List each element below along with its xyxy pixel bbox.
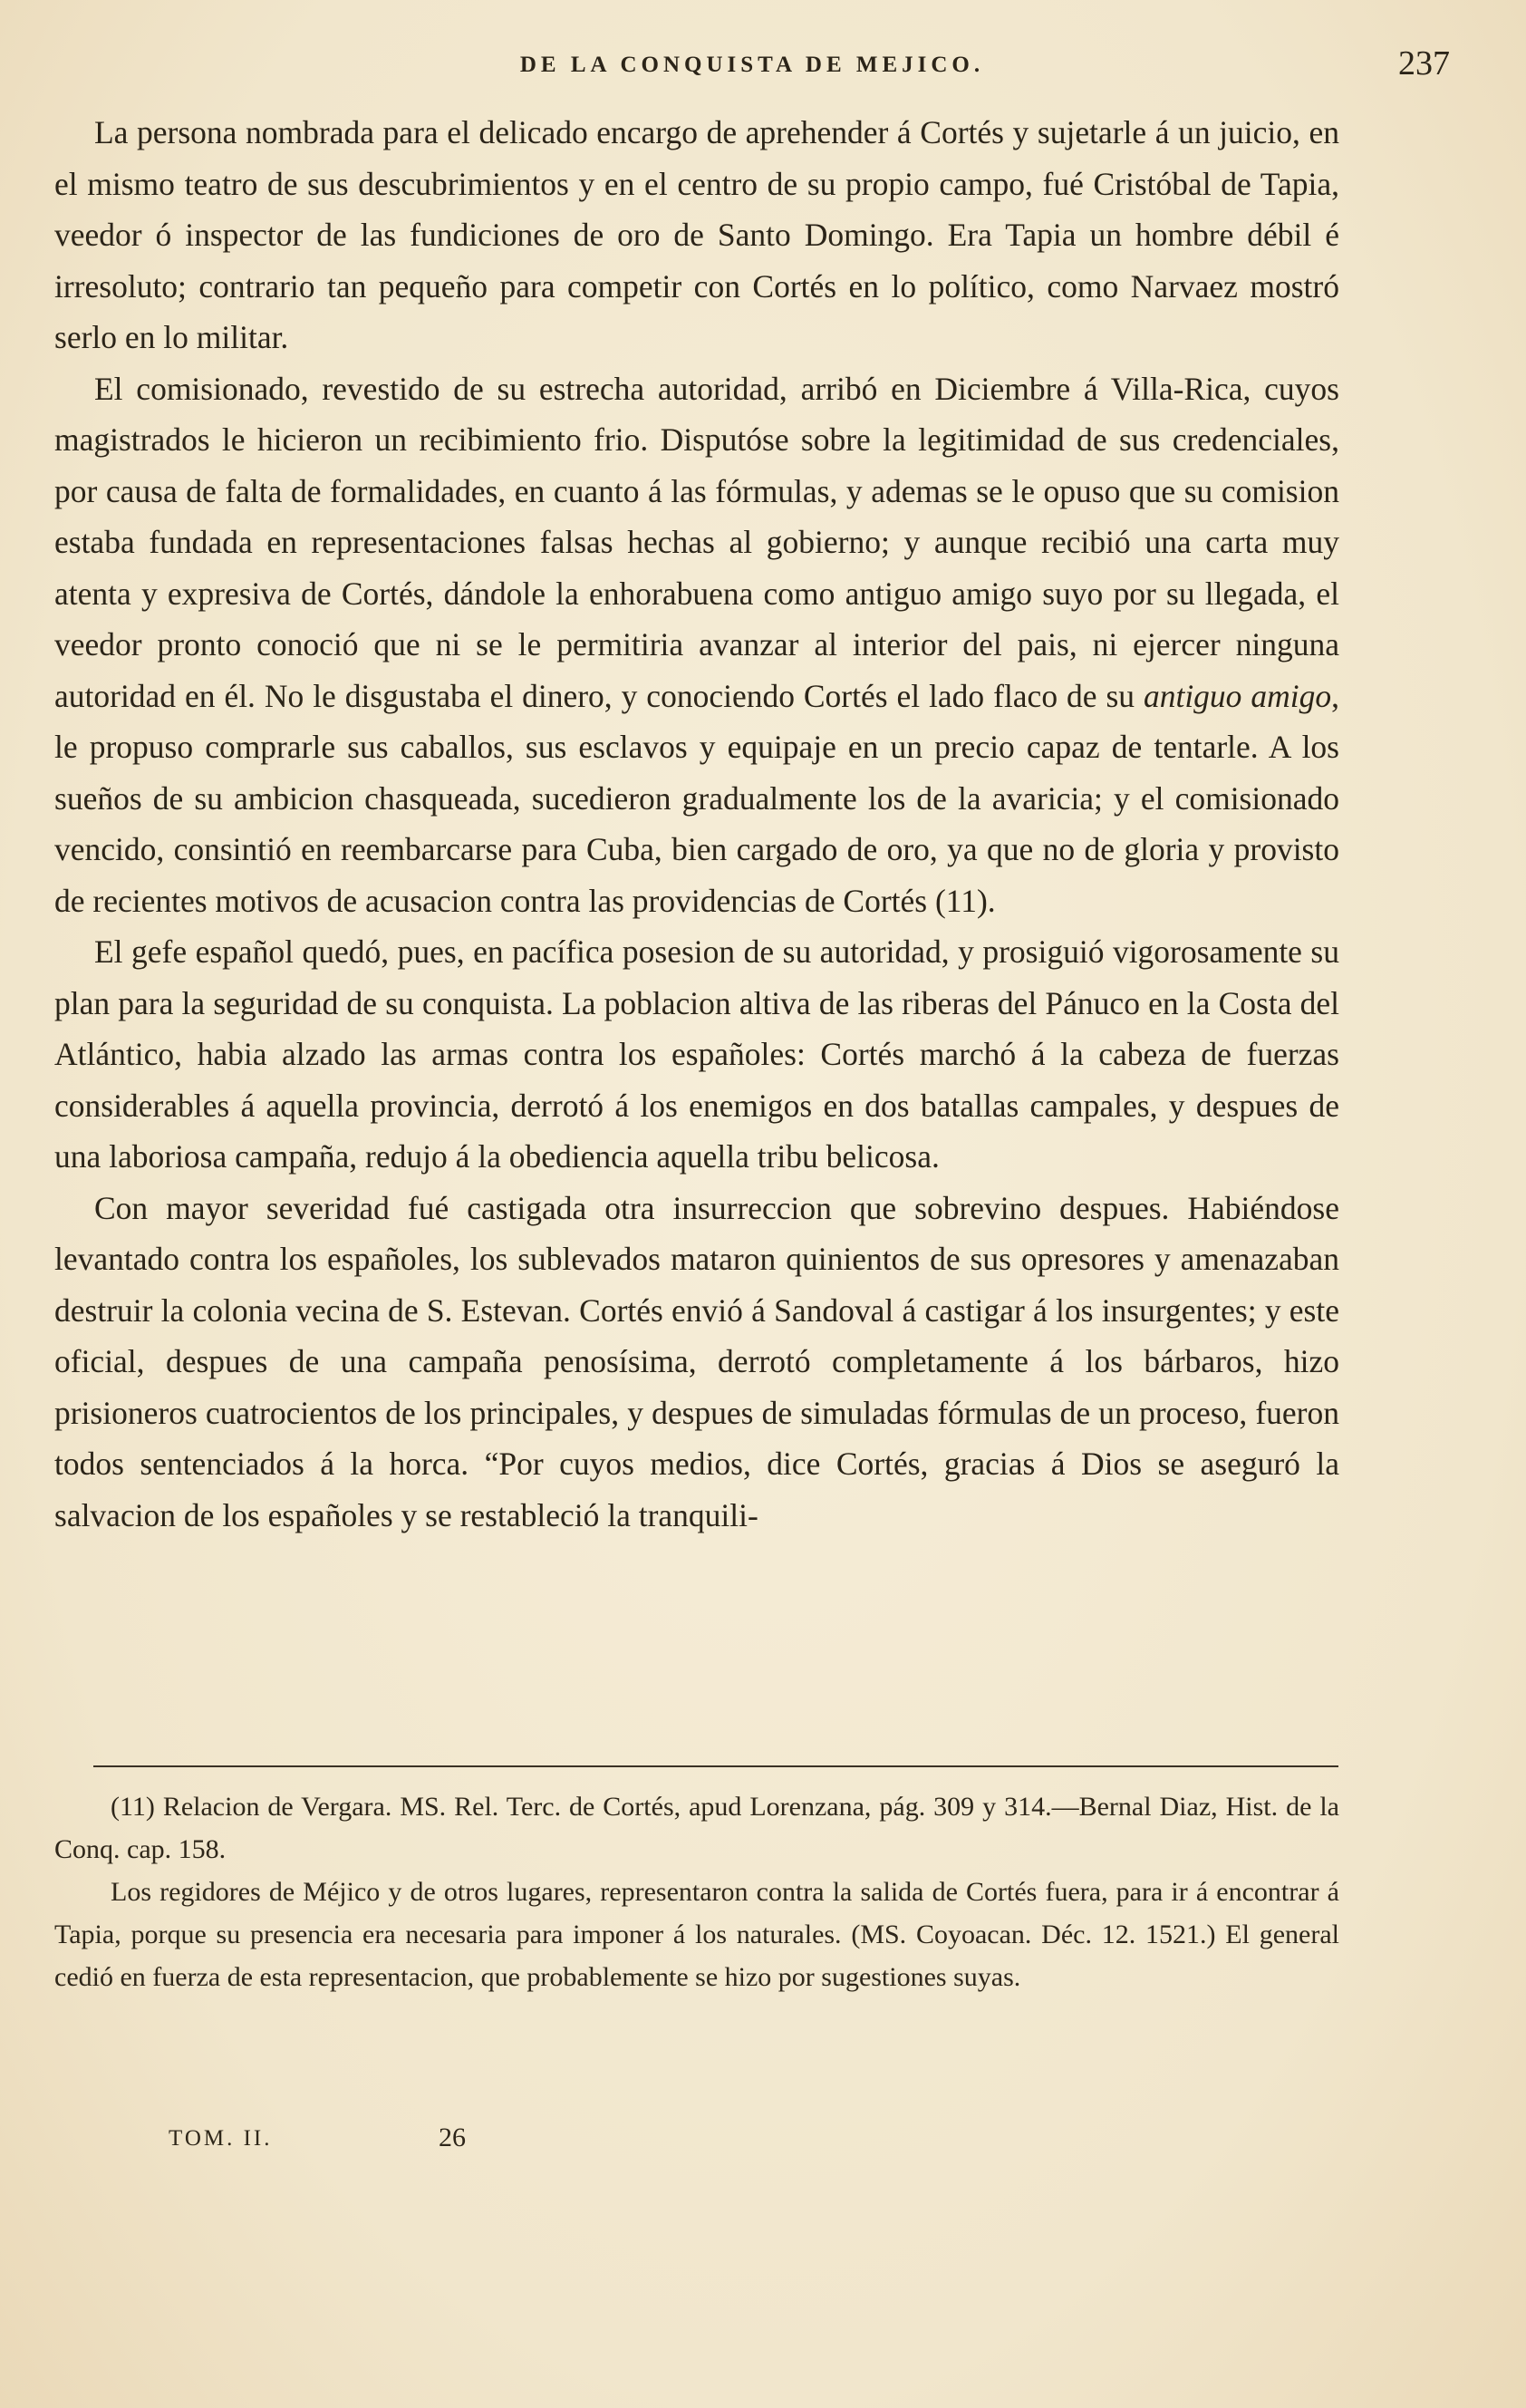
paragraph: El gefe español quedó, pues, en pacífica posesion de su autoridad, y prosiguió vigorosamente su plan para la seguridad de su conquista. La poblacion altiva de las riberas del Pánuco en la Costa del Atlántico, habia alzado las armas contra los españoles: Cortés marchó á la cabeza de fuerzas considerables á aquella provincia, derrotó á los enemigos en dos batallas campales, y despues de una laboriosa campaña, redujo á la obediencia aquella tribu belicosa.	[54, 933, 1339, 1175]
paragraph: La persona nombrada para el delicado encargo de aprehender á Cortés y sujetarle á un juicio, en el mismo teatro de sus descubrimientos y en el centro de su propio campo, fué Cristóbal de Tapia, veedor ó inspector de las fundiciones de oro de Santo Domingo. Era Tapia un hombre débil é irresoluto; contrario tan pequeño para competir con Cortés en lo político, como Narvaez mostró serlo en lo militar.	[54, 114, 1339, 355]
footnote: Los regidores de Méjico y de otros lugares, representaron contra la salida de Cortés fuera, para ir á encontrar á Tapia, porque su presencia era necesaria para imponer á los naturales. (MS. Coyoacan. Déc. 12. 1521.) El general cedió en fuerza de esta representacion, que probablemente se hizo por sugestiones suyas.	[54, 1877, 1339, 1992]
paragraph	[54, 363, 1339, 927]
paragraph-text: El comisionado, revestido de su estrecha autoridad, arribó en Diciembre á Villa-Rica, cuyos magistrados le hicieron un recibimiento frio. Disputóse sobre la legitimidad de sus credenciales, por causa de falta de formalidades, en cuanto á las fórmulas, y ademas se le opuso que su comision estaba fundada en representaciones falsas hechas al gobierno; y aunque recibió una carta muy atenta y expresiva de Cortés, dándole la enhorabuena como antiguo amigo suyo por su llegada, el veedor pronto conoció que ni se le permitiria avanzar al interior del pais, ni ejercer ninguna autoridad en él. No le disgustaba el dinero, y conociendo Cortés el lado flaco de su	[54, 370, 1339, 714]
printer-signature	[169, 2123, 712, 2159]
running-title: DE LA CONQUISTA DE MEJICO.	[519, 53, 985, 77]
page-number: 237	[1398, 44, 1450, 82]
footnotes	[54, 1785, 1339, 1998]
italic-emphasis: antiguo amigo	[1143, 677, 1332, 714]
paragraph-text: , le propuso comprarle sus caballos, sus esclavos y equipaje en un precio capaz de tentarle. A los sueños de su ambicion chasqueada, sucedieron gradualmente los de la avaricia; y el comisionado vencido, consintió en reembarcarse para Cuba, bien cargado de oro, ya que no de gloria y provisto de recientes motivos de acusacion contra las providencias de Cortés (11).	[54, 677, 1339, 919]
running-head	[54, 44, 1450, 98]
footnote-rule	[93, 1765, 1338, 1767]
paragraph: Con mayor severidad fué castigada otra insurreccion que sobrevino despues. Habiéndose levantado contra los españoles, los sublevados mataron quinientos de sus opresores y amenazaban destruir la colonia vecina de S. Estevan. Cortés envió á Sandoval á castigar á los insurgentes; y este oficial, despues de una campaña penosísima, derrotó completamente á los bárbaros, hizo prisioneros cuatrocientos de los principales, y despues de simuladas fórmulas de un proceso, fueron todos sentenciados á la horca. “Por cuyos medios, dice Cortés, gracias á Dios se aseguró la salvacion de los españoles y se restableció la tranquili-	[54, 1189, 1339, 1533]
volume-label: TOM. II.	[169, 2126, 273, 2151]
main-text	[54, 107, 1339, 1541]
sheet-number: 26	[439, 2123, 466, 2152]
footnote: (11) Relacion de Vergara. MS. Rel. Terc. de Cortés, apud Lorenzana, pág. 309 y 314.—Bernal Diaz, Hist. de la Conq. cap. 158.	[54, 1792, 1339, 1864]
